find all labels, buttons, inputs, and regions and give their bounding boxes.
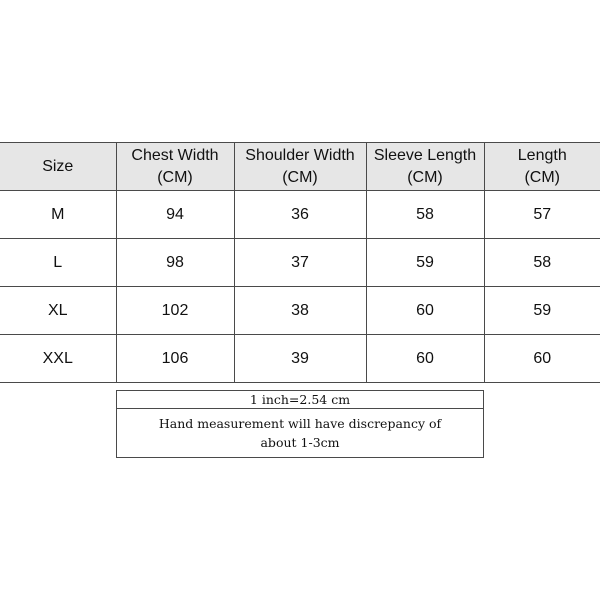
chest-width-cell: 106 (116, 335, 234, 383)
column-header-label: Length (517, 146, 567, 164)
column-header-label: Shoulder Width (245, 146, 355, 164)
column-header-shoulder-width (234, 143, 366, 191)
discrepancy-note-line: Hand measurement will have discrepancy of (158, 416, 442, 431)
sleeve-length-cell: 58 (366, 191, 484, 239)
size-cell: L (0, 239, 116, 287)
shoulder-width-cell: 37 (234, 239, 366, 287)
size-cell: M (0, 191, 116, 239)
size-cell: XXL (0, 335, 116, 383)
column-header-label: Size (42, 157, 74, 175)
column-header-unit: (CM) (282, 168, 318, 186)
sleeve-length-cell: 60 (366, 287, 484, 335)
column-header-chest-width (116, 143, 234, 191)
measurement-notes (116, 390, 484, 458)
table-row (0, 287, 600, 335)
sleeve-length-cell: 59 (366, 239, 484, 287)
table-row (0, 239, 600, 287)
chest-width-cell: 98 (116, 239, 234, 287)
length-cell: 59 (484, 287, 600, 335)
discrepancy-row (117, 409, 484, 458)
column-header-sleeve-length (366, 143, 484, 191)
size-cell: XL (0, 287, 116, 335)
length-cell: 60 (484, 335, 600, 383)
shoulder-width-cell: 39 (234, 335, 366, 383)
length-cell: 57 (484, 191, 600, 239)
chest-width-cell: 102 (116, 287, 234, 335)
column-header-label: Sleeve Length (373, 146, 477, 164)
table-row (0, 335, 600, 383)
table-row (0, 191, 600, 239)
column-header-label: Chest Width (131, 146, 219, 164)
column-header-unit: (CM) (157, 168, 193, 186)
shoulder-width-cell: 38 (234, 287, 366, 335)
length-cell: 58 (484, 239, 600, 287)
discrepancy-note-line: about 1-3cm (260, 435, 340, 450)
chest-width-cell: 94 (116, 191, 234, 239)
conversion-row (117, 391, 484, 409)
size-chart-table (0, 142, 600, 383)
discrepancy-note (117, 409, 484, 458)
column-header-size (0, 143, 116, 191)
table-header-row (0, 143, 600, 191)
column-header-unit: (CM) (524, 168, 561, 186)
sleeve-length-cell: 60 (366, 335, 484, 383)
conversion-note: 1 inch=2.54 cm (117, 391, 484, 409)
column-header-length (484, 143, 600, 191)
column-header-unit: (CM) (407, 168, 443, 186)
shoulder-width-cell: 36 (234, 191, 366, 239)
